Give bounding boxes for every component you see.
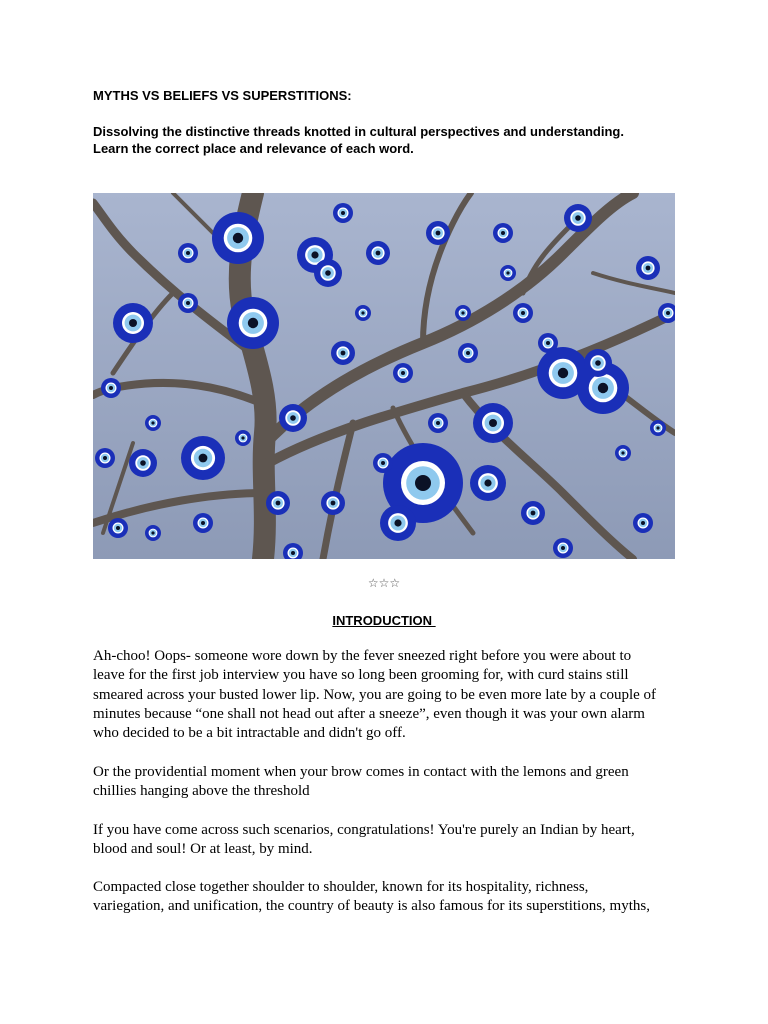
paragraph-line: who decided to be a bit intractable and didn't go off. — [93, 725, 406, 742]
evil-eye-bead — [140, 460, 146, 466]
evil-eye-bead — [361, 311, 364, 314]
body-paragraph — [93, 647, 678, 743]
evil-eye-bead — [151, 531, 154, 534]
evil-eye-bead — [466, 351, 470, 355]
paragraph-line: chillies hanging above the threshold — [93, 783, 310, 800]
introduction-heading: INTRODUCTION — [332, 613, 436, 628]
evil-eye-bead — [521, 311, 525, 315]
evil-eye-bead — [489, 419, 497, 427]
evil-eye-bead — [199, 454, 208, 463]
evil-eye-bead — [646, 266, 651, 271]
evil-eye-bead — [311, 251, 318, 258]
body-paragraph — [93, 821, 678, 860]
evil-eye-bead — [558, 368, 568, 378]
paragraph-line: blood and soul! Or at least, by mind. — [93, 841, 313, 858]
evil-eye-bead — [116, 526, 120, 530]
evil-eye-bead — [290, 415, 296, 421]
evil-eye-bead — [151, 421, 154, 424]
evil-eye-bead — [501, 231, 505, 235]
subtitle-line: Learn the correct place and relevance of each word. — [93, 141, 414, 156]
evil-eye-bead — [436, 421, 440, 425]
document-title: MYTHS VS BELIEFS VS SUPERSTITIONS: — [93, 88, 352, 103]
evil-eye-bead — [109, 386, 113, 390]
evil-eye-bead — [401, 371, 405, 375]
evil-eye-bead — [506, 271, 509, 274]
evil-eye-bead — [233, 233, 243, 243]
evil-eye-bead — [376, 251, 381, 256]
evil-eye-bead — [531, 511, 536, 516]
paragraph-line: Or the providential moment when your brow comes in contact with the lemons and green — [93, 764, 629, 780]
evil-eye-bead — [291, 551, 295, 555]
evil-eye-bead — [595, 360, 601, 366]
evil-eye-bead — [461, 311, 464, 314]
evil-eye-bead — [546, 341, 550, 345]
section-separator: ☆☆☆ — [367, 576, 401, 590]
evil-eye-bead — [575, 215, 581, 221]
subtitle-line: Dissolving the distinctive threads knotted in cultural perspectives and understanding. — [93, 124, 624, 139]
evil-eye-tree-photo — [93, 193, 675, 559]
paragraph-line: Ah-choo! Oops- someone wore down by the fever sneezed right before you were about to — [93, 648, 632, 664]
evil-eye-bead — [276, 501, 281, 506]
paragraph-line: variegation, and unification, the country of beauty is also famous for its superstitions, myths, — [93, 898, 650, 915]
body-paragraph — [93, 878, 678, 917]
evil-eye-bead — [341, 351, 346, 356]
evil-eye-bead — [436, 231, 441, 236]
document-subtitle — [93, 123, 683, 157]
evil-eye-bead — [186, 301, 190, 305]
evil-eye-bead — [394, 519, 401, 526]
paragraph-line: minutes because “one shall not head out after a sneeze”, even though it was your own alarm — [93, 705, 645, 722]
evil-eye-bead — [381, 461, 385, 465]
evil-eye-bead — [641, 521, 645, 525]
evil-eye-bead — [415, 475, 431, 491]
paragraph-line: smeared across your busted lower lip. Now, you are going to be even more late by a couple of — [93, 686, 657, 703]
evil-eye-bead — [656, 426, 659, 429]
evil-eye-bead — [201, 521, 205, 525]
document-page — [93, 0, 675, 1024]
body-paragraph — [93, 763, 678, 802]
evil-eye-bead — [484, 479, 491, 486]
evil-eye-bead — [598, 383, 608, 393]
evil-eye-bead — [621, 451, 624, 454]
evil-eye-bead — [561, 546, 565, 550]
evil-eye-bead — [241, 436, 244, 439]
evil-eye-bead — [186, 251, 190, 255]
evil-eye-bead — [248, 318, 258, 328]
evil-eye-bead — [666, 311, 670, 315]
evil-eye-bead — [325, 270, 331, 276]
evil-eye-bead — [331, 501, 336, 506]
paragraph-line: If you have come across such scenarios, congratulations! You're purely an Indian by heart, — [93, 822, 635, 838]
evil-eye-bead — [341, 211, 345, 215]
evil-eye-bead — [129, 319, 137, 327]
paragraph-line: leave for the first job interview you have so long been grooming for, with curd stains still — [93, 667, 629, 684]
paragraph-line: Compacted close together shoulder to shoulder, known for its hospitality, richness, — [93, 879, 589, 895]
evil-eye-bead — [103, 456, 107, 460]
